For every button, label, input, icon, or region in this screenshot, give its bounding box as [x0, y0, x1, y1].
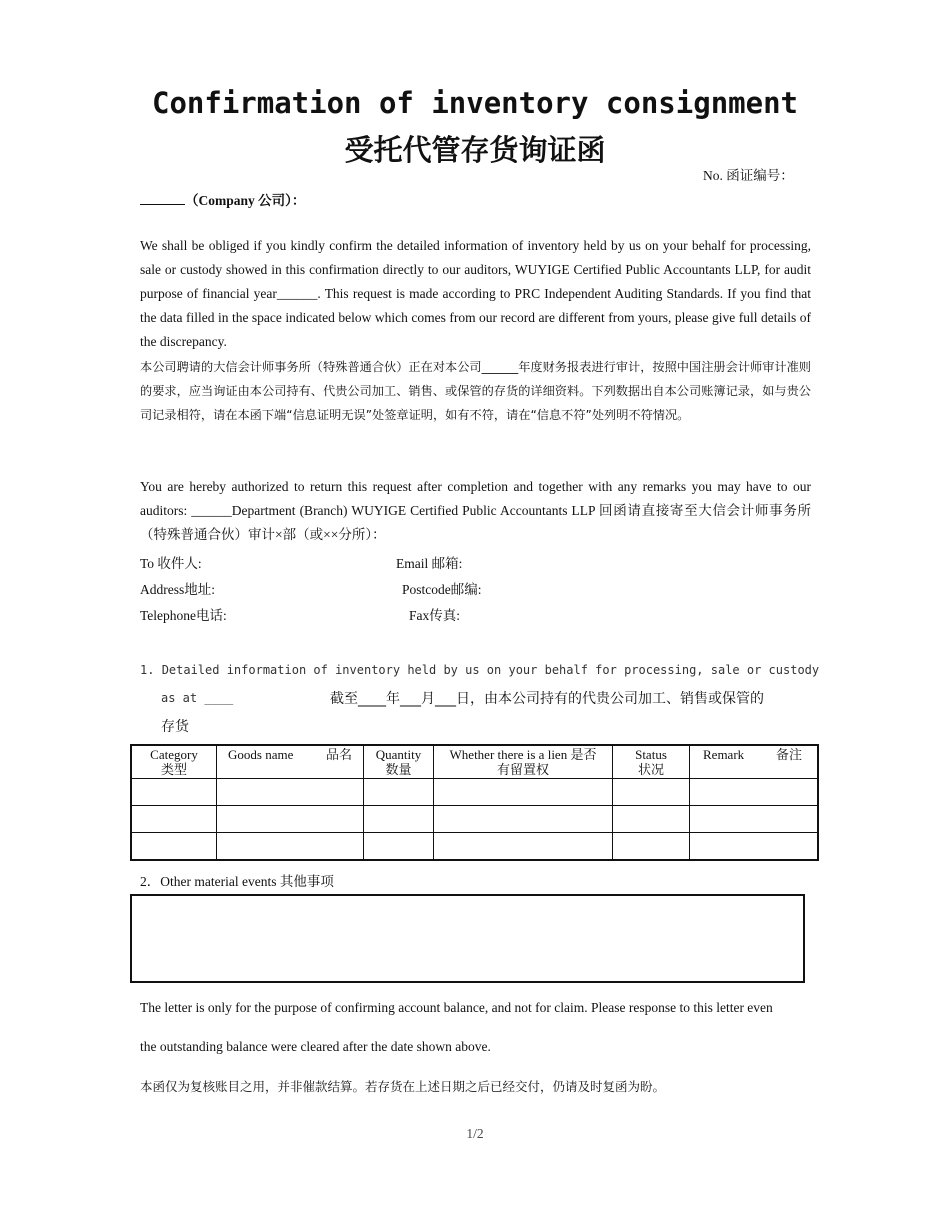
table-cell[interactable] [131, 833, 217, 861]
table-cell[interactable] [131, 779, 217, 806]
closing-english-line2: the outstanding balance were cleared after the date shown above. [140, 1039, 491, 1054]
table-cell[interactable] [690, 833, 819, 861]
header-status-en: Status [635, 747, 667, 762]
table-cell[interactable] [364, 806, 434, 833]
header-quantity-en: Quantity [375, 747, 422, 762]
table-cell[interactable] [217, 806, 364, 833]
header-status-cn: 状况 [637, 762, 664, 777]
company-blank [140, 192, 185, 205]
table-header-row [131, 745, 818, 779]
table-cell[interactable] [364, 833, 434, 861]
title-english: Confirmation of inventory consignment [151, 86, 798, 120]
table-cell[interactable] [434, 779, 613, 806]
table-cell[interactable] [217, 779, 364, 806]
table-row [131, 806, 818, 833]
header-quantity-cn: 数量 [385, 762, 412, 777]
section1-text-en: Detailed information of inventory held by us on your behalf for processing, sale or custody [161, 663, 820, 677]
header-category-cn: 类型 [160, 762, 187, 777]
header-category [131, 745, 217, 779]
header-remark-cn: 备注 [775, 747, 802, 762]
header-remark [690, 745, 819, 779]
telephone-label: Telephone电话: [140, 608, 227, 623]
closing-english-line1: The letter is only for the purpose of confirming account balance, and not for claim. Please response to this letter even [140, 1000, 773, 1015]
table-cell[interactable] [217, 833, 364, 861]
intro-paragraph-english: We shall be obliged if you kindly confirm the detailed information of inventory held by us on your behalf for processing, sale or custody showed in this confirmation directly to our auditors, WUYIGE Certified Public Accountants LLP, for audit purpose of financial year______. This request is made according to PRC Independent Auditing Standards. If you find that the data filled in the space indicated below which comes from our record are different from yours, please give full details of the discrepancy. [140, 238, 811, 349]
header-lien-en: Whether there is a lien [449, 747, 568, 762]
table-row [131, 833, 818, 861]
fax-label: Fax传真: [409, 608, 461, 623]
company-label: （Company 公司）： [185, 193, 306, 208]
closing-chinese: 本函仅为复核账目之用，并非催款结算。若存货在上述日期之后已经交付，仍请及时复函为盼。 [140, 1079, 666, 1094]
table-cell[interactable] [613, 806, 690, 833]
header-lien [434, 745, 613, 779]
inventory-table [130, 744, 819, 861]
other-events-box[interactable] [130, 894, 805, 983]
section1-text-cn-2: 存货 [161, 719, 189, 735]
table-cell[interactable] [690, 806, 819, 833]
header-quantity [364, 745, 434, 779]
postcode-label: Postcode邮编: [402, 582, 482, 597]
table-cell[interactable] [434, 833, 613, 861]
letter-number-label: No. 函证编号： [703, 168, 794, 183]
table-cell[interactable] [613, 833, 690, 861]
header-category-en: Category [150, 747, 198, 762]
section1-number: 1. [140, 663, 155, 677]
table-cell[interactable] [613, 779, 690, 806]
header-remark-en: Remark [703, 747, 745, 762]
header-goods-cn: 品名 [325, 747, 352, 762]
header-lien-cn2: 有留置权 [496, 762, 549, 777]
table-cell[interactable] [434, 806, 613, 833]
section1-as-at: as at ____ [161, 691, 234, 705]
company-salutation [140, 189, 305, 209]
table-cell[interactable] [364, 779, 434, 806]
header-goods-en: Goods name [228, 747, 294, 762]
section2-heading: 2．Other material events 其他事项 [140, 874, 334, 889]
address-label: Address地址: [140, 582, 215, 597]
intro-paragraph-chinese: 本公司聘请的大信会计师事务所（特殊普通合伙）正在对本公司______年度财务报表进行审计，按照中国注册会计师审计准则的要求，应当询证由本公司持有、代贵公司加工、销售、或保管的存货的详细资料。下列数据出自本公司账簿记录，如与贵公司记录相符，请在本函下端“信息证明无误”处签章证明，如有不符，请在“信息不符”处列明不符情况。 [140, 360, 811, 422]
return-instructions: You are hereby authorized to return this request after completion and together with any remarks you may have to our auditors: ______Department (Branch) WUYIGE Certified Public Accountants LLP 回函请直接寄至大信会计师事务所（特殊普通合伙）审计×部（或××分所）： [140, 479, 811, 542]
title-chinese: 受托代管存货询证函 [344, 133, 606, 167]
header-goods-name [217, 745, 364, 779]
section1-text-cn: 截至____年___月___日，由本公司持有的代贵公司加工、销售或保管的 [330, 691, 764, 707]
email-label: Email 邮箱: [396, 556, 463, 571]
section1-heading [140, 663, 819, 677]
to-label: To 收件人: [140, 556, 202, 571]
header-lien-cn1: 是否 [570, 747, 597, 762]
header-status [613, 745, 690, 779]
table-row [131, 779, 818, 806]
table-cell[interactable] [690, 779, 819, 806]
table-cell[interactable] [131, 806, 217, 833]
page-number: 1/2 [466, 1126, 484, 1141]
